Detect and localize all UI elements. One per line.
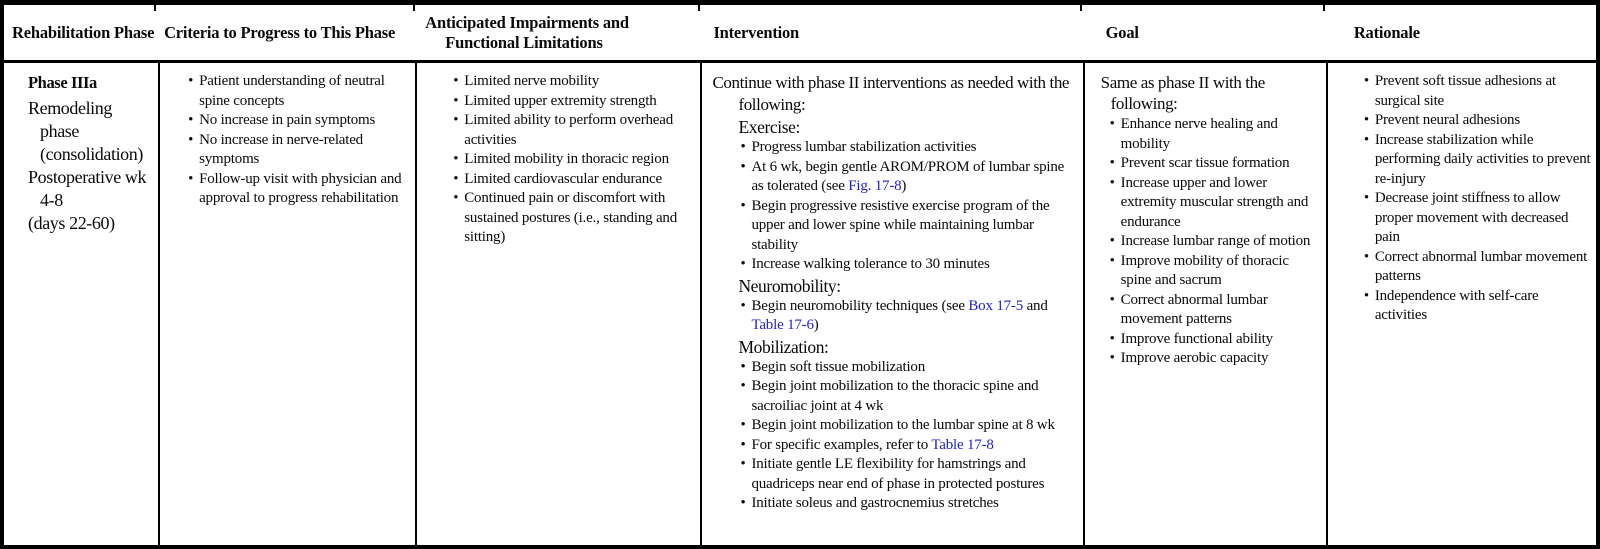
intervention-intro: Continue with phase II interventions as needed with the following: — [712, 73, 1070, 114]
header-label: Rationale — [1353, 22, 1420, 42]
list-item: • Begin joint mobilization to the lumbar spine at 8 wk — [740, 416, 1078, 436]
table-top-tick — [1323, 5, 1325, 11]
goal-intro: Same as phase II with the following: — [1100, 73, 1265, 113]
header-label: Anticipated Impairments and Functional Limitations — [425, 12, 629, 52]
header-rehabilitation-phase — [4, 5, 158, 63]
list-item: • No increase in pain symptoms — [188, 111, 411, 131]
table-top-tick — [698, 5, 700, 11]
box-17-5-link[interactable]: Box 17-5 — [968, 297, 1024, 314]
mobilization-heading: Mobilization: — [738, 336, 829, 357]
header-intervention — [700, 5, 1082, 63]
list-item: • For specific examples, refer to Table 17-8 — [740, 436, 1078, 456]
list-item: • Improve aerobic capacity — [1110, 349, 1323, 369]
list-item: • Begin joint mobilization to the thoracic spine and sacroiliac joint at 4 wk — [740, 377, 1078, 416]
list-item: • Patient understanding of neutral spine concepts — [188, 72, 411, 111]
header-label: Rehabilitation Phase — [12, 22, 155, 42]
list-item: • Increase stabilization while performing daily activities to prevent re-injury — [1364, 131, 1591, 190]
header-label: Intervention — [713, 22, 800, 42]
list-item: • Correct abnormal lumbar movement patterns — [1364, 248, 1591, 287]
table-top-tick — [1080, 5, 1082, 11]
fig-17-8-link[interactable]: Fig. 17-8 — [848, 178, 902, 194]
table-17-8-link[interactable]: Table 17-8 — [931, 436, 994, 453]
mobilization-list — [740, 358, 1078, 514]
header-goal — [1083, 5, 1326, 63]
list-item: • Prevent soft tissue adhesions at surgical site — [1364, 72, 1591, 111]
list-item: • Prevent neural adhesions — [1364, 111, 1591, 131]
exercise-heading: Exercise: — [738, 117, 800, 137]
header-label: Criteria to Progress to This Phase — [164, 22, 396, 42]
list-item: • Initiate soleus and gastrocnemius stretches — [740, 494, 1078, 514]
table-top-tick — [154, 5, 156, 11]
list-item: • Increase upper and lower extremity muscular strength and endurance — [1110, 174, 1323, 233]
list-item: • Limited cardiovascular endurance — [453, 170, 696, 190]
exercise-list — [740, 138, 1078, 275]
cell-goal — [1083, 63, 1326, 545]
list-item: • Begin progressive resistive exercise program of the upper and lower spine while maintaining lumbar stability — [740, 197, 1078, 256]
cell-rationale — [1326, 63, 1596, 545]
list-item: • Increase lumbar range of motion — [1110, 232, 1323, 252]
list-item: • Improve functional ability — [1110, 330, 1323, 350]
cell-impairments — [415, 63, 700, 545]
phase-title: Phase IIIa — [28, 73, 97, 92]
list-item: • Continued pain or discomfort with sustained postures (i.e., standing and sitting) — [453, 189, 696, 248]
neuromobility-list — [740, 297, 1078, 336]
list-item: • Follow-up visit with physician and approval to progress rehabilitation — [188, 170, 411, 209]
cell-intervention — [700, 63, 1082, 545]
list-item: • Initiate gentle LE flexibility for hamstrings and quadriceps near end of phase in protected postures — [740, 455, 1078, 494]
phase-line: Postoperative wk 4-8 — [28, 167, 147, 210]
cell-criteria — [158, 63, 415, 545]
table-17-6-link[interactable]: Table 17-6 — [751, 317, 814, 333]
list-item: • Increase walking tolerance to 30 minutes — [740, 255, 1078, 275]
list-item: • At 6 wk, begin gentle AROM/PROM of lumbar spine as tolerated (see Fig. 17-8) — [740, 158, 1078, 197]
list-item: • No increase in nerve-related symptoms — [188, 131, 411, 170]
list-item: • Enhance nerve healing and mobility — [1110, 115, 1323, 154]
phase-line: (days 22-60) — [28, 213, 115, 233]
list-item: • Limited ability to perform overhead activities — [453, 111, 696, 150]
table-top-tick — [413, 5, 415, 11]
list-item: • Prevent scar tissue formation — [1110, 154, 1323, 174]
list-item: • Correct abnormal lumbar movement patterns — [1110, 291, 1323, 330]
list-item: • Independence with self-care activities — [1364, 287, 1591, 326]
list-item: • Begin soft tissue mobilization — [740, 358, 1078, 378]
list-item: • Improve mobility of thoracic spine and sacrum — [1110, 252, 1323, 291]
header-criteria — [158, 5, 415, 63]
list-item: • Limited mobility in thoracic region — [453, 150, 696, 170]
list-item: • Limited nerve mobility — [453, 72, 696, 92]
list-item: • Begin neuromobility techniques (see Box 17-5 and Table 17-6) — [740, 297, 1078, 336]
goal-list — [1110, 115, 1323, 369]
neuromobility-heading: Neuromobility: — [738, 275, 841, 296]
header-label: Goal — [1105, 22, 1139, 42]
cell-rehabilitation-phase — [4, 63, 158, 545]
list-item: • Limited upper extremity strength — [453, 92, 696, 112]
header-rationale — [1326, 5, 1596, 63]
header-impairments — [415, 5, 700, 63]
phase-line: Remodeling phase (consolidation) — [28, 98, 143, 164]
list-item: • Decrease joint stiffness to allow proper movement with decreased pain — [1364, 189, 1591, 248]
list-item: • Progress lumbar stabilization activities — [740, 138, 1078, 158]
